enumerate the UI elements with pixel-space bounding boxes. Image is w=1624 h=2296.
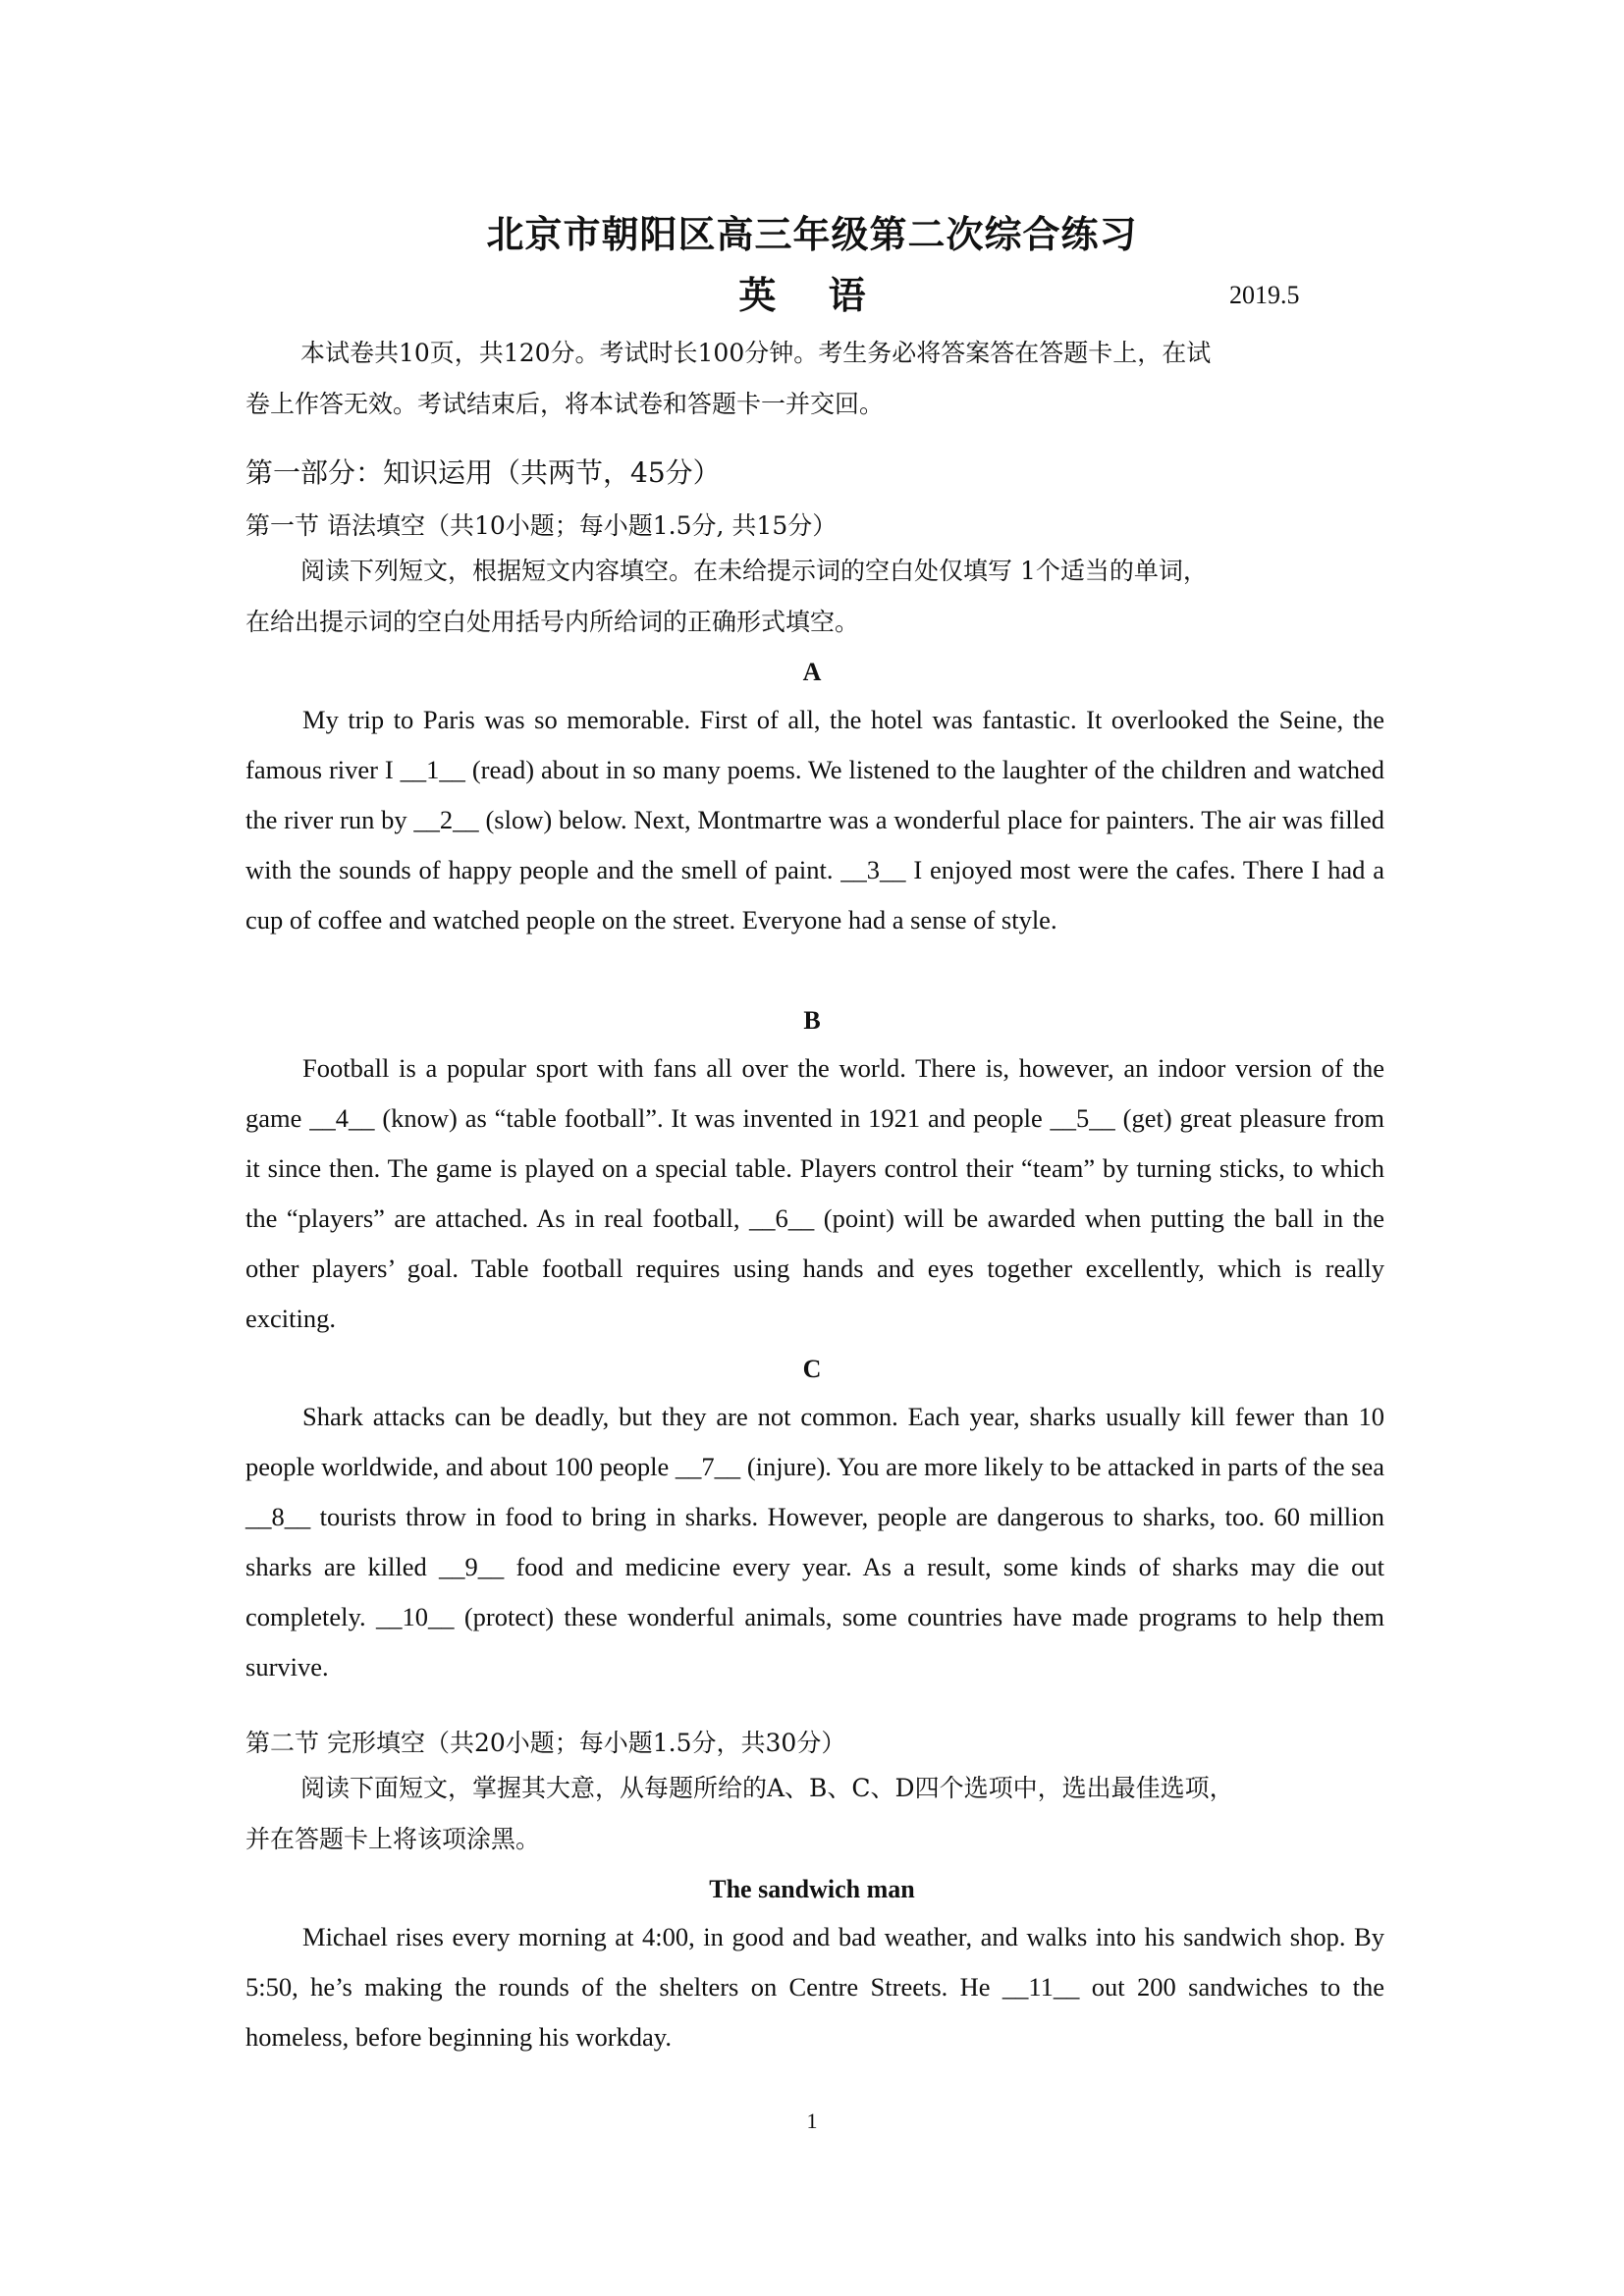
passage-label-c: C [802,1355,822,1383]
passage-c-text: Shark attacks can be deadly, but they are not common. Each year, sharks usually kill fewer than 10 people worldwide, and about 100 people __7__ (injure). You are more likely to be attacked in parts of the sea __8__ tourists throw in food to bring in sharks. However, people are dangerous to sharks, too. 60 million sharks are killed __9__ food and medicine every year. As a result, some kinds of sharks may die out completely. __10__ (protect) these wonderful animals, some countries have made programs to help them survive. [245,1402,1384,1682]
instructions-line-1: 本试卷共10页，共120分。考试时长100分钟。考生务必将答案答在答题卡上，在试 [300,339,1212,367]
part1-heading: 第一部分：知识运用（共两节，45分） [245,456,721,489]
instructions [245,328,1384,430]
section2-directions-line-1: 阅读下面短文，掌握其大意，从每题所给的A、B、C、D四个选项中，选出最佳选项， [300,1774,1234,1802]
passage-a-text: My trip to Paris was so memorable. First of all, the hotel was fantastic. It overlooked the Seine, the famous river I __1__ (read) about in so many poems. We listened to the laughter of the children and watched the river run by __2__ (slow) below. Next, Montmartre was a wonderful place for painters. The air was filled with the sounds of happy people and the smell of paint. __3__ I enjoyed most were the cafes. There I had a cup of coffee and watched people on the street. Everyone had a sense of style. [245,705,1384,934]
story-text: Michael rises every morning at 4:00, in good and bad weather, and walks into his sandwich shop. By 5:50, he’s making the rounds of the shelters on Centre Streets. He __11__ out 200 sandwiches to the homeless, before beginning his workday. [245,1922,1384,2052]
exam-date: 2019.5 [1229,281,1300,309]
passage-a [245,695,1384,945]
exam-title: 北京市朝阳区高三年级第二次综合练习 [486,213,1138,256]
section1-directions-line-1: 阅读下列短文，根据短文内容填空。在未给提示词的空白处仅填写 1个适当的单词， [300,557,1208,585]
instructions-line-2: 卷上作答无效。考试结束后，将本试卷和答题卡一并交回。 [245,390,885,418]
section2-heading: 第二节 完形填空（共20小题；每小题1.5分，共30分） [245,1729,846,1757]
page-number: 1 [806,2109,818,2133]
passage-label-a: A [802,658,822,686]
passage-label-b: B [803,1006,821,1035]
section2-directions-line-2: 并在答题卡上将该项涂黑。 [245,1825,541,1853]
section1-heading: 第一节 语法填空（共10小题；每小题1.5分, 共15分） [245,511,838,540]
passage-b-text: Football is a popular sport with fans all over the world. There is, however, an indoor version of the game __4__ (know) as “table football”. It was invented in 1921 and people __5__ (get) great pleasure from it since then. The game is played on a special table. Players control their “team” by turning sticks, to which the “players” are attached. As in real football, __6__ (point) will be awarded when putting the ball in the other players’ goal. Table football requires using hands and eyes together excellently, which is really exciting. [245,1053,1384,1333]
section2-directions [245,1763,1384,1865]
passage-c [245,1392,1384,1692]
subject-heading: 英 语 [738,274,886,317]
story-passage [245,1912,1384,2062]
section1-directions-line-2: 在给出提示词的空白处用括号内所给词的正确形式填空。 [245,608,860,636]
passage-b [245,1043,1384,1344]
story-title: The sandwich man [709,1875,915,1903]
section1-directions [245,546,1384,648]
